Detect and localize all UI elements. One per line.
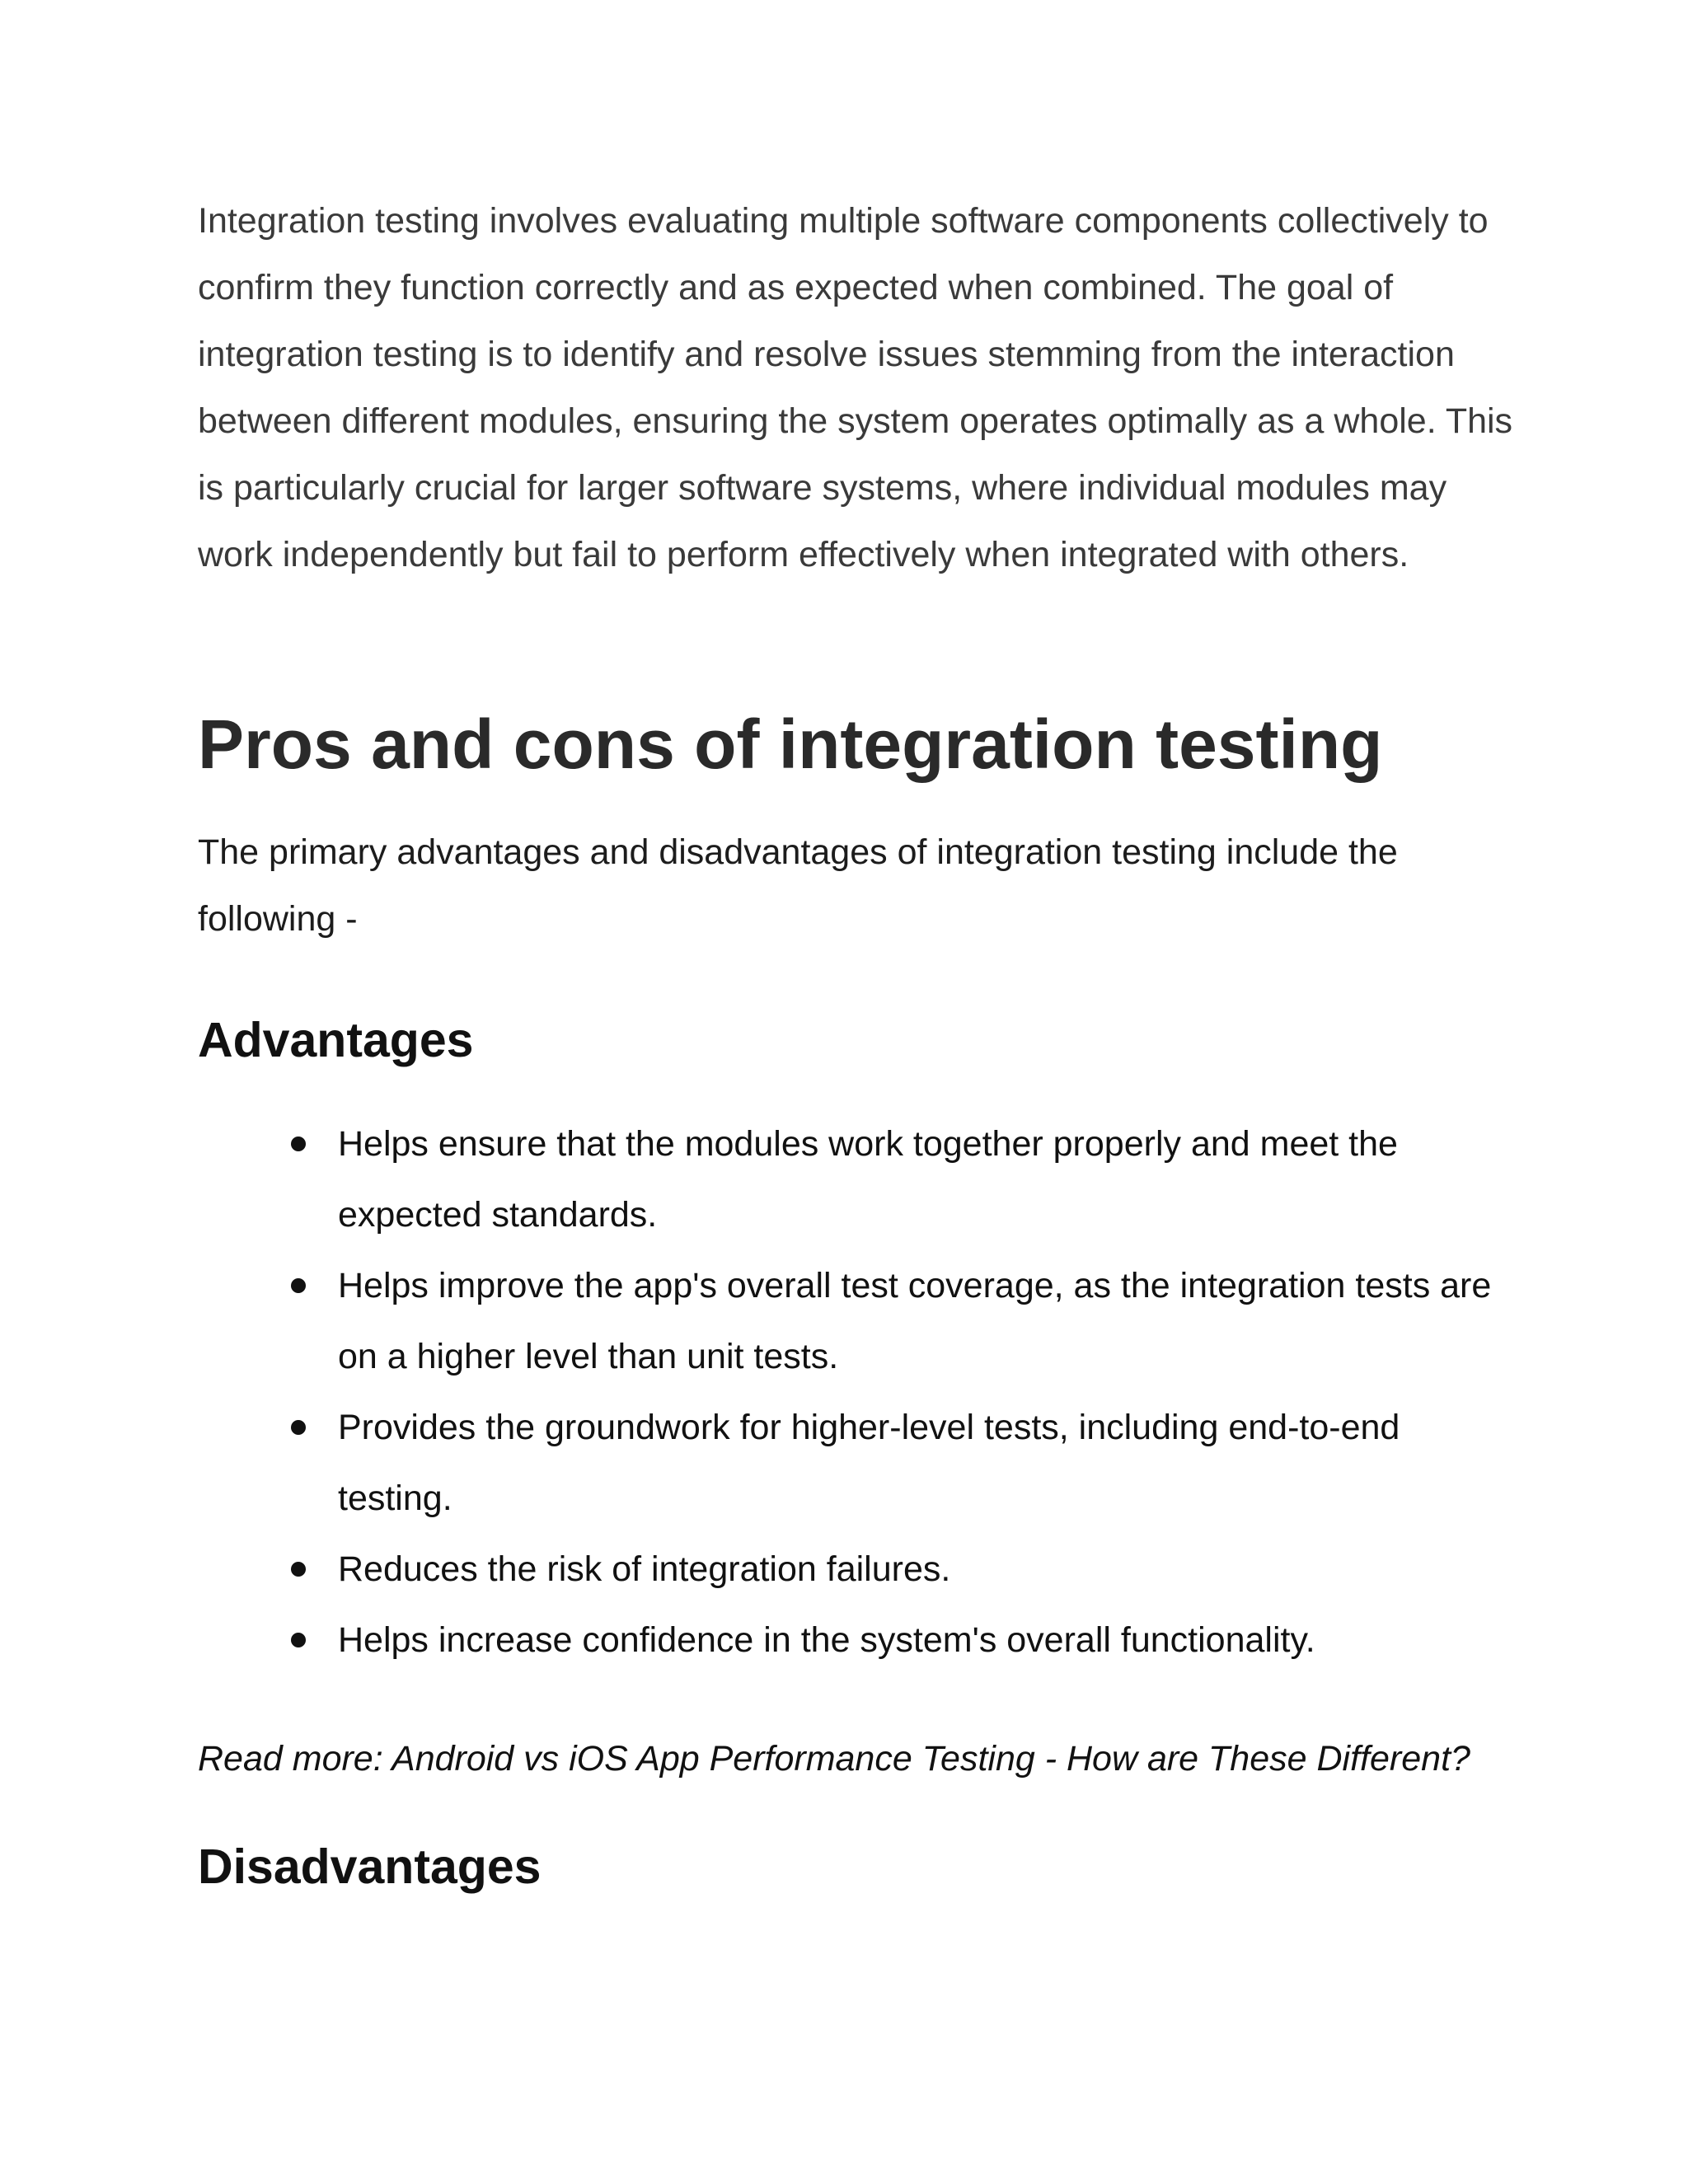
read-more-link[interactable]: Read more: Android vs iOS App Performance Testing - How are These Different? [198,1739,1470,1779]
disadvantages-heading: Disadvantages [198,1840,542,1894]
section-lead-paragraph: The primary advantages and disadvantages of integration testing include the following - [198,832,1398,939]
list-item-text: Helps increase confidence in the system's overall functionality. [338,1620,1315,1660]
list-item [198,1392,1517,1534]
advantages-heading: Advantages [198,1013,474,1067]
list-item [198,1534,1517,1605]
intro-paragraph: Integration testing involves evaluating multiple software components collectively to confirm they function correctly and as expected when combined. The goal of integration testing is to identify and resolve issues stemming from the interaction between different modules, ensuring the system operates optimally as a whole. This is particularly crucial for larger software systems, where individual modules may work independently but fail to perform effectively when integrated with others. [198,201,1513,574]
list-item-text: Provides the groundwork for higher-level tests, including end-to-end testing. [338,1408,1400,1518]
bullet-icon [291,1633,306,1647]
list-item [198,1108,1517,1250]
bullet-icon [291,1562,306,1577]
list-item [198,1250,1517,1392]
list-item-text: Helps improve the app's overall test coverage, as the integration tests are on a higher level than unit tests. [338,1266,1492,1376]
bullet-icon [291,1420,306,1435]
bullet-icon [291,1137,306,1151]
section-title: Pros and cons of integration testing [198,705,1383,783]
list-item [198,1605,1517,1675]
list-item-text: Helps ensure that the modules work together properly and meet the expected standards. [338,1124,1398,1235]
list-item-text: Reduces the risk of integration failures. [338,1549,951,1589]
bullet-icon [291,1278,306,1293]
advantages-list [198,1108,1517,1675]
